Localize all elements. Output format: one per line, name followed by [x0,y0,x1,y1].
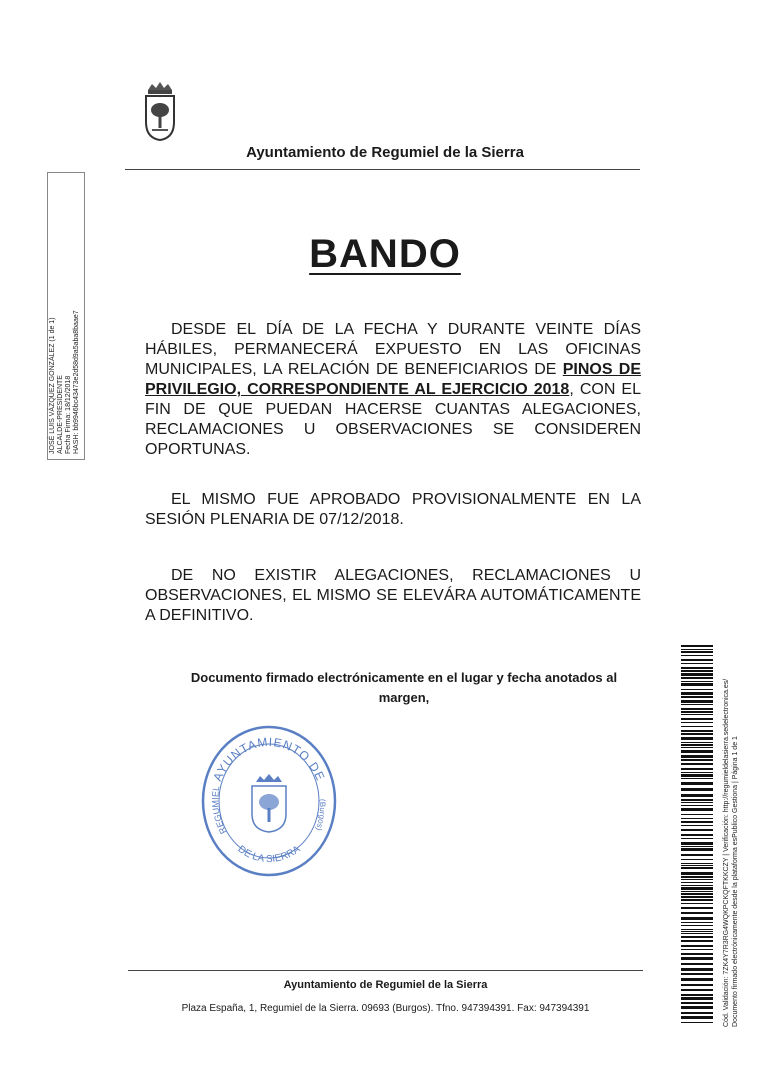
barcode-bar [681,829,713,831]
barcode-bar [681,689,713,690]
barcode-bar [681,931,713,932]
signature-signer: JOSÉ LUIS VÁZQUEZ GONZÁLEZ (1 de 1) [49,317,56,454]
barcode-bar [681,696,713,698]
barcode-bar [681,997,713,1000]
barcode-bar [681,953,713,955]
barcode-bar [681,704,713,705]
barcode-bar [681,1002,713,1004]
barcode-bar [681,984,713,986]
barcode-bar [681,744,713,746]
barcode-bar [681,879,713,880]
barcode-bar [681,1012,713,1014]
barcode-bar [681,673,713,676]
barcode-bar [681,718,713,720]
barcode-bar [681,659,713,661]
barcode-bar [681,1022,713,1023]
barcode-bar [681,989,713,991]
paragraph-exposure [145,320,641,460]
stamp-right-text: (Burgos) [313,798,328,832]
barcode-bar [681,772,713,773]
barcode-bar [681,778,713,779]
paragraph-approval-text: EL MISMO FUE APROBADO PROVISIONALMENTE EN LA SESIÓN PLENARIA DE 07/12/2018. [145,491,641,528]
barcode-bar [681,968,713,971]
barcode-bar [681,825,713,826]
barcode-bar [681,677,713,679]
stamp-top-text: AYUNTAMIENTO DE [210,734,328,784]
barcode-bar [681,782,713,785]
barcode-bar [681,882,713,883]
barcode-bar [681,891,713,892]
barcode-bar [681,936,713,938]
barcode-bar [681,805,713,806]
barcode-bar [681,893,713,895]
barcode-bar [681,846,713,847]
validation-code: Cód. Validación: 7ZK4Y7R3RG4WQKPCKQFTKKCZY | Verificación: http://regumieldelasierra.sedelectronica.es/ [723,678,730,1027]
validation-barcode [681,645,713,1023]
barcode-bar [681,681,713,682]
stamp-bottom-text: DE LA SIERRA [235,843,303,865]
header-divider [125,169,640,170]
signature-hash: HASH: bb9946bc43473e2d58d9a5aba8baae7 [73,310,80,454]
barcode-bar [681,949,713,950]
barcode-bar [681,885,713,886]
barcode-bar [681,802,713,803]
barcode-bar [681,848,713,851]
barcode-bar [681,1006,713,1009]
barcode-bar [681,957,713,960]
paragraph-definitive-text: DE NO EXISTIR ALEGACIONES, RECLAMACIONES U OBSERVACIONES, EL MISMO SE ELEVÁRA AUTOMÁTICAMENTE A DEFINITIVO. [145,567,641,624]
barcode-bar [681,834,713,836]
barcode-bar [681,755,713,758]
signature-role: ALCALDE-PRESIDENTE [57,375,64,454]
barcode-bar [681,763,713,765]
footer-divider [128,970,643,971]
paragraph-exposure-start: DESDE EL DÍA DE LA FECHA Y DURANTE VEINTE DÍAS HÁBILES, PERMANECERÁ EXPUESTO EN LAS OFICINAS MUNICIPALES, LA RELACIÓN DE BENEFICIARIOS DE [145,321,641,378]
document-title: BANDO [309,232,461,276]
barcode-bar [681,711,713,713]
barcode-bar [681,808,713,811]
barcode-bar [681,1016,713,1019]
barcode-bar [681,945,713,947]
barcode-bar [681,842,713,845]
barcode-bar [681,876,713,878]
barcode-bar [681,708,713,710]
barcode-bar [681,747,713,748]
barcode-bar [681,788,713,791]
barcode-bar [681,651,713,653]
coat-of-arms-logo [140,82,180,142]
barcode-bar [681,963,713,965]
barcode-bar [681,838,713,839]
barcode-bar [681,887,713,890]
barcode-bar [681,750,713,753]
barcode-bar [681,917,713,920]
barcode-bar [681,774,713,777]
barcode-bar [681,730,713,732]
barcode-bar [681,683,713,686]
barcode-bar [681,994,713,996]
barcode-bar [681,929,713,930]
validation-platform: Documento firmado electrónicamente desde la plataforma esPublico Gestiona | Página 1 de 1 [732,736,739,1027]
barcode-bar [681,933,713,934]
barcode-bar [681,899,713,901]
barcode-bar [681,940,713,942]
barcode-bar [681,733,713,735]
paragraph-approval [145,490,641,530]
barcode-bar [681,700,713,703]
barcode-bar [681,692,713,695]
barcode-bar [681,907,713,909]
barcode-bar [681,865,713,866]
barcode-bar [681,978,713,981]
barcode-bar [681,973,713,975]
barcode-bar [681,799,713,801]
municipal-stamp [198,722,340,880]
barcode-bar [681,854,713,856]
barcode-bar [681,759,713,761]
barcode-bar [681,818,713,819]
footer-address: Plaza España, 1, Regumiel de la Sierra. 09693 (Burgos). Tfno. 947394391. Fax: 947394391 [181,1003,590,1014]
paragraph-definitive [145,566,641,626]
barcode-bar [681,863,713,864]
paragraph-exposure-highlight: PINOS DE PRIVILEGIO, CORRESPONDIENTE AL EJERCICIO 2018 [145,361,641,398]
barcode-bar [681,903,713,904]
barcode-bar [681,896,713,898]
barcode-bar [681,867,713,869]
barcode-bar [681,726,713,727]
barcode-bar [681,667,713,669]
barcode-bar [681,768,713,770]
barcode-bar [681,714,713,715]
footer-name: Ayuntamiento de Regumiel de la Sierra [283,979,488,991]
barcode-bar [681,814,713,815]
barcode-bar [681,649,713,650]
validation-text [722,647,748,1027]
barcode-bar [681,737,713,740]
barcode-bar [681,859,713,860]
barcode-bar [681,925,713,926]
paragraph-exposure-end: , CON EL FIN DE QUE PUEDAN HACERSE CUANTAS ALEGACIONES, RECLAMACIONES U OBSERVACIONES SE CONSIDEREN OPORTUNAS. [145,381,641,458]
barcode-bar [681,742,713,743]
header-title: Ayuntamiento de Regumiel de la Sierra [246,144,524,161]
barcode-bar [681,645,713,647]
barcode-bar [681,872,713,875]
signature-date: Fecha Firma: 18/12/2018 [65,375,72,454]
signature-text [49,174,81,454]
barcode-bar [681,663,713,664]
barcode-bar [681,912,713,914]
barcode-bar [681,655,713,656]
barcode-bar [681,794,713,797]
stamp-left-text: REGUMIEL [210,785,229,836]
barcode-bar [681,821,713,823]
signed-note: Documento firmado electrónicamente en el lugar y fecha anotados al margen, [190,670,618,705]
barcode-bar [681,722,713,723]
barcode-bar [681,922,713,923]
barcode-bar [681,670,713,672]
